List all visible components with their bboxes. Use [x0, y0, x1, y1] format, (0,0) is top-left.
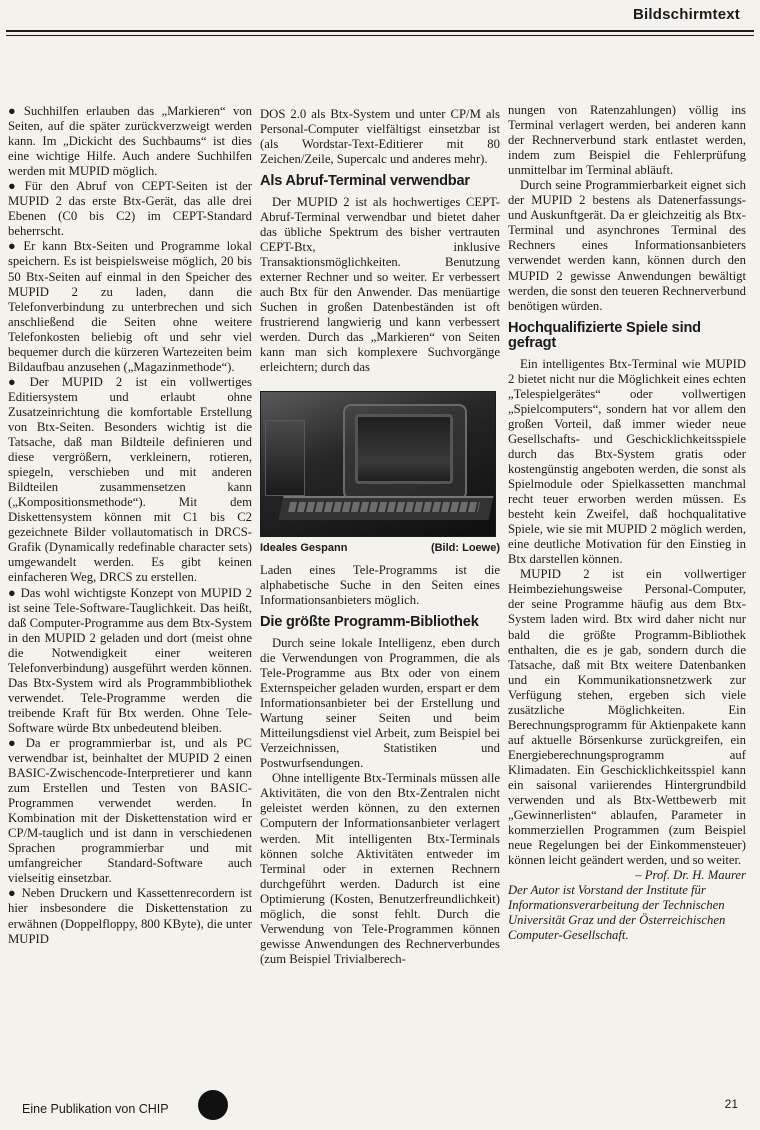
column-2: [260, 107, 500, 967]
page-number: 21: [724, 1097, 738, 1111]
section-heading-abruf-terminal: Als Abruf-Terminal verwendbar: [260, 173, 470, 190]
header-rule-top: [6, 30, 754, 32]
body-paragraph: nungen von Ratenzahlungen) völlig ins Terminal verlagert werden, bei anderen kann der Rechnerverbund stark entlastet werden, indem zum Beispiel die Fehlerprüfung unmittelbar im Terminal abläuft.: [508, 103, 746, 178]
photo-keyboard-keys: [288, 502, 480, 512]
bullet-paragraph: [8, 586, 252, 736]
bullet-text: Das wohl wichtigste Konzept von MUPID 2 ist seine Tele-Software-Tauglichkeit. Das heißt, daß Computer-Programme aus dem Btx-System in den MUPID 2 geladen und dort (meist ohne die Notwendigkeit einer weiteren Telefonverbindung) ausgeführt werden können. Das Btx-System wird als Programmbibliothek verwendet. Tele-Programme werden die treibende Kraft für Btx werden. Ohne Tele-Software würde Btx unbedeutend bleiben.: [8, 585, 252, 735]
bullet-paragraph: [8, 886, 252, 946]
bullet-text: Da er programmierbar ist, und als PC verwendbar ist, beinhaltet der MUPID 2 einen BASIC-Zwischencode-Interpretierer und kann zum Erstellen und Testen von BASIC-Programmen verwendet werden. In Kombination mit der Diskettenstation wird er CP/M-tauglich und ist dann in verschiedenen Sprachen programmierbar und mit umfangreicher Standard-Software auch vielseitig einsetzbar.: [8, 735, 252, 886]
hole-punch-mark: [198, 1090, 228, 1120]
bullet-paragraph: [8, 375, 252, 586]
bullet-paragraph: [8, 736, 252, 886]
header-rule-bottom: [6, 35, 754, 36]
bullet-icon: ●: [8, 179, 21, 194]
section-heading-spiele: Hochqualifizierte Spiele sind gefragt: [508, 319, 701, 352]
section-heading-programm-bibliothek: Die größte Programm-Bibliothek: [260, 614, 479, 631]
author-byline: – Prof. Dr. H. Maurer: [635, 868, 746, 883]
body-paragraph: Durch seine lokale Intelligenz, eben durch die Verwendungen von Programmen, die als Tele-Programme aus Btx oder von einem Externspeicher geladen wurden, erspart er dem Informationsanbieter bei der Erstellung und Wartung seiner Seiten und beim Mitteilungsdienst viel Arbeit, zum Beispiel bei Verzeichnissen, Statistiken und Postwurfsendungen.: [260, 635, 500, 771]
author-note: Der Autor ist Vorstand der Institute für Informationsverarbeitung der Technischen Universität Graz und der Österreichischen Computer-Gesellschaft.: [508, 883, 726, 943]
bullet-icon: ●: [8, 374, 26, 389]
photo-caption: [260, 541, 500, 555]
body-paragraph: DOS 2.0 als Btx-System und unter CP/M als Personal-Computer vielfältigst einsetzbar ist (als Wordstar-Text-Editierer mit 80 Zeichen/Zeile, Supercalc und anderes mehr).: [260, 107, 500, 167]
body-paragraph: Ein intelligentes Btx-Terminal wie MUPID 2 bietet nicht nur die Möglichkeit eines echten „Telespielgerätes“ oder vollwertigen „Spielcomputers“, sondern hat vor allem den großen Vorteil, daß immer wieder neue Gesellschafts- und Geschicklichkeitsspiele durch das Btx-System gratis oder kostengünstig angeboten werden, die sonst als Spielmodule oder Spielkassetten manchmal recht teuer erworben werden müssen. Es besteht kein Zweifel, daß hochqualitative Spiele, wie sie mit MUPID 2 möglich werden, eine deutliche Motivation für den Einstieg in Btx darstellen können.: [508, 356, 746, 567]
footer-publication: Eine Publikation von CHIP: [22, 1102, 169, 1116]
photo-terminal: [260, 391, 496, 537]
bullet-icon: ●: [8, 104, 20, 118]
bullet-icon: ●: [8, 886, 18, 901]
body-paragraph: Durch seine Programmierbarkeit eignet sich der MUPID 2 bestens als Datenerfassungs- und Auskunftgerät. Da er gleichzeitig als Btx-Terminal und asynchrones Terminal des Rechners eines Informationsanbieters verwendet werden kann, können durch den MUPID 2 gewisse Anwendungen bewältigt werden, die sonst den teueren Rechnerverbund benötigen würden.: [508, 178, 746, 313]
photo-screen: [355, 414, 453, 484]
bullet-paragraph: [8, 104, 252, 179]
body-paragraph: Laden eines Tele-Programms ist die alphabetische Suche in den Seiten eines Informationsanbieters möglich.: [260, 563, 500, 608]
body-paragraph: MUPID 2 ist ein vollwertiger Heimbeziehungsweise Personal-Computer, der seine Programme häufig aus dem Btx-System laden wird. Btx wird daher nicht nur bald die größte Programm-Bibliothek enthalten, die es je gab, sondern durch die Tatsache, daß mit Btx weitere Datenbanken und ein Kommunikationsnetzwerk zur Verfügung stehen, ergeben sich viele zusätzliche Möglichkeiten. Ein Berechnungsprogramm für Aktienpakete kann auf aktuelle Börsenkurse zurückgreifen, ein Energieberechnungsprogramm auf Klimadaten. Ein Geschicklichkeitsspiel kann ein saisonal variierendes Hintergrundbild verwenden und als Btx-Wettbewerb mit „Gewinnerlisten“ ablaufen, Parameter in kommerziellen Programmen (zum Beispiel neue Regelungen bei der Einkommensteuer) können leicht geändert werden, und so weiter.: [508, 567, 746, 868]
body-paragraph: Der MUPID 2 ist als hochwertiges CEPT-Abruf-Terminal verwendbar und bietet daher das übliche Spektrum des bisher vertrauten CEPT-Btx, inklusive Transaktionsmöglichkeiten. Benutzung externer Rechner und so weiter. Er verbessert auch Btx für den Anwender. Das menüartige Suchen in großen Datenbeständen ist oft frustrierend langwierig und kann verbessert werden. Durch das „Markieren“ von Seiten kann man sich komplexere Suchvorgänge erleichtern; durch das: [260, 194, 500, 375]
bullet-icon: ●: [8, 239, 20, 254]
bullet-icon: ●: [8, 585, 17, 600]
photo-side-unit: [265, 420, 305, 496]
body-paragraph: Ohne intelligente Btx-Terminals müssen alle Aktivitäten, die von den Btx-Zentralen nicht geleistet werden können, zu den externen Computern der Informationsanbieter verlagert werden. Mit intelligenten Btx-Terminals können solche Aktivitäten entweder im Terminal oder in externen Rechnern durchgeführt werden. Dadurch ist eine Optimierung (Kosten, Benutzerfreundlichkeit) möglich, die sonst fehlt. Durch die Verwendung von Tele-Programmen können gewisse Anwendungen des Rechnerverbundes (zum Beispiel Trivialberech-: [260, 771, 500, 966]
bullet-icon: ●: [8, 735, 22, 750]
column-3: [508, 103, 746, 943]
bullet-text: Neben Druckern und Kassettenrecordern ist hier insbesondere die Diskettenstation zu erwähnen (Doppelfloppy, 800 KByte), die unter MUPID: [8, 886, 252, 946]
column-1: [8, 104, 252, 947]
caption-title: Ideales Gespann: [260, 542, 348, 555]
bullet-paragraph: [8, 179, 252, 239]
caption-credit: (Bild: Loewe): [430, 542, 500, 555]
bullet-paragraph: [8, 239, 252, 374]
bullet-text: Für den Abruf von CEPT-Seiten ist der MUPID 2 das erste Btx-Gerät, das alle drei Ebenen (C0 bis C2) im CEPT-Standard beherrscht.: [8, 179, 252, 239]
bullet-text: Er kann Btx-Seiten und Programme lokal speichern. Es ist beispielsweise möglich, 20 bis 50 Btx-Seiten auf einmal in den Speicher des MUPID 2 zu laden, dann die Telefonverbindung zu unterbrechen und sich anschließend die Seiten ohne weitere Telefonkosten beliebig oft und sehr viel bequemer durch die kürzeren Wartezeiten beim Bildaufbau anzusehen („Magazinmethode“).: [8, 239, 252, 374]
bullet-text: Der MUPID 2 ist ein vollwertiges Editiersystem und erlaubt ohne Zusatzeinrichtung die komfortable Erstellung von Btx-Seiten. Besonders wichtig ist die Tatsache, daß man Bildteile definieren und diese vergrößern, verkleinern, rotieren, spiegeln, verschieben und mit anderen Bildteilen zusammensetzen kann („Kompositionsmethode“). Mit dem Diskettensystem können mit C1 bis C2 gezeichnete Bilder vollautomatisch in DRCS-Grafik (Dynamically redefinable character sets) umgewandelt werden. Es gibt keinen einfacheren Weg, DRCS zu erstellen.: [8, 374, 252, 585]
bullet-text: Suchhilfen erlauben das „Markieren“ von Seiten, auf die später zurückverzweigt werden kann. Im „Dickicht des Suchbaums“ ist dies eine wichtige Hilfe. Auch andere Suchhilfen werden mit MUPID möglich.: [8, 104, 252, 179]
section-header-title: Bildschirmtext: [633, 6, 740, 23]
